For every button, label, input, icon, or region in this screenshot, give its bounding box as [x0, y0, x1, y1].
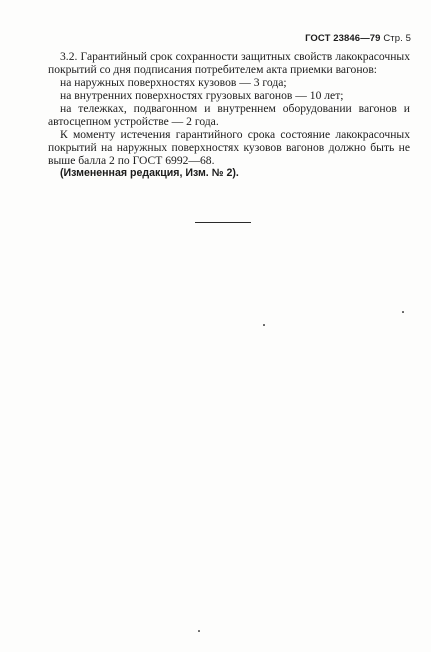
clause-3-2-intro: 3.2. Гарантийный срок сохранности защитных свойств лакокрасочных покрытий со дня подписания потребителем акта приемки вагонов: — [48, 50, 410, 76]
scan-speck — [402, 311, 404, 313]
page-number: Стр. 5 — [383, 33, 411, 44]
standard-number: ГОСТ 23846—79 — [305, 33, 381, 44]
document-body — [48, 50, 410, 180]
warranty-item-car-body-exterior: на наружных поверхностях кузовов — 3 года; — [60, 76, 287, 89]
warranty-item-freight-car-interior: на внутренних поверхностях грузовых вагонов — 10 лет; — [60, 89, 344, 102]
section-separator-line — [195, 222, 251, 223]
scan-speck — [263, 324, 265, 326]
scan-speck — [198, 630, 200, 632]
amendment-note: (Измененная редакция, Изм. № 2). — [60, 167, 239, 179]
warranty-item-bogies-equipment: на тележках, подвагонном и внутреннем оборудовании вагонов и автосцепном устройстве — 2 года. — [48, 102, 410, 128]
warranty-expiry-condition: К моменту истечения гарантийного срока состояние лакокрасочных покрытий на наружных поверхностях кузовов вагонов должно быть не выше балла 2 по ГОСТ 6992—68. — [48, 128, 410, 167]
page-header — [305, 33, 411, 44]
